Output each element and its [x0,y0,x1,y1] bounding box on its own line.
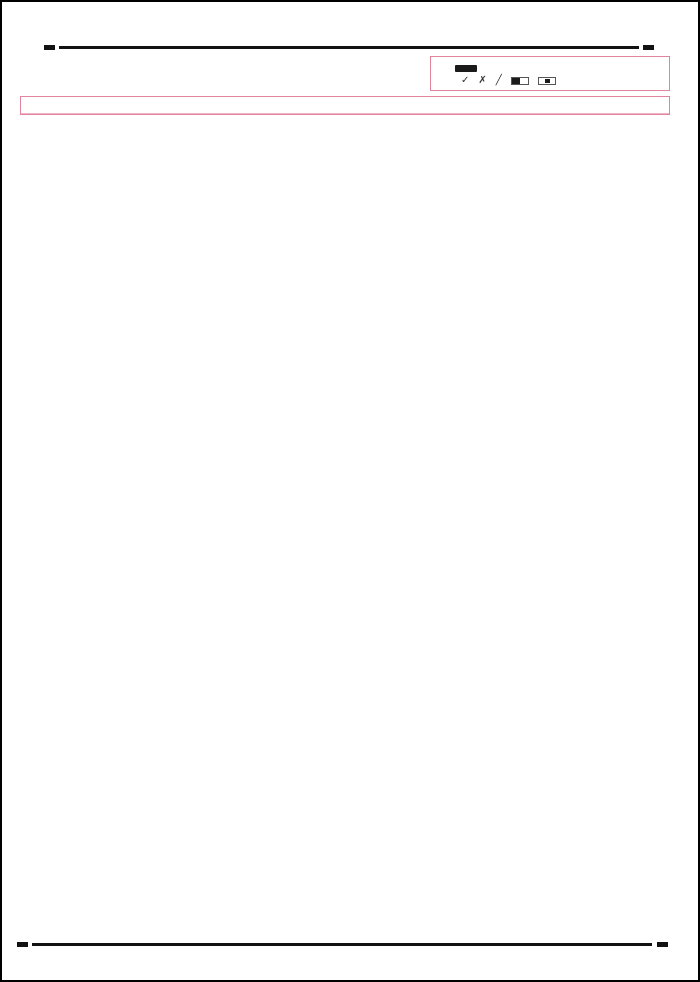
correct-fill-mark-icon [455,65,477,72]
wrong-fill-row [445,75,661,86]
rule-end-square [657,942,668,947]
rule-end-square [44,45,55,50]
form-body [20,56,670,115]
middle-left-bands [20,56,426,95]
half-fill-mark-icon [511,77,529,85]
check-mark-icon: ✓ [461,75,470,86]
family-members-title [21,97,669,114]
bottom-rule [32,943,652,946]
dot-mark-icon [538,77,556,85]
slash-mark-icon: ╱ [495,75,502,86]
family-members-section [20,96,670,115]
rule-end-square [17,942,28,947]
top-rule [59,46,639,49]
correct-fill-row [445,65,661,72]
cross-mark-icon: ✗ [478,75,487,86]
rule-end-square [643,45,654,50]
instructions-panel [430,56,670,91]
middle-split [20,56,670,95]
